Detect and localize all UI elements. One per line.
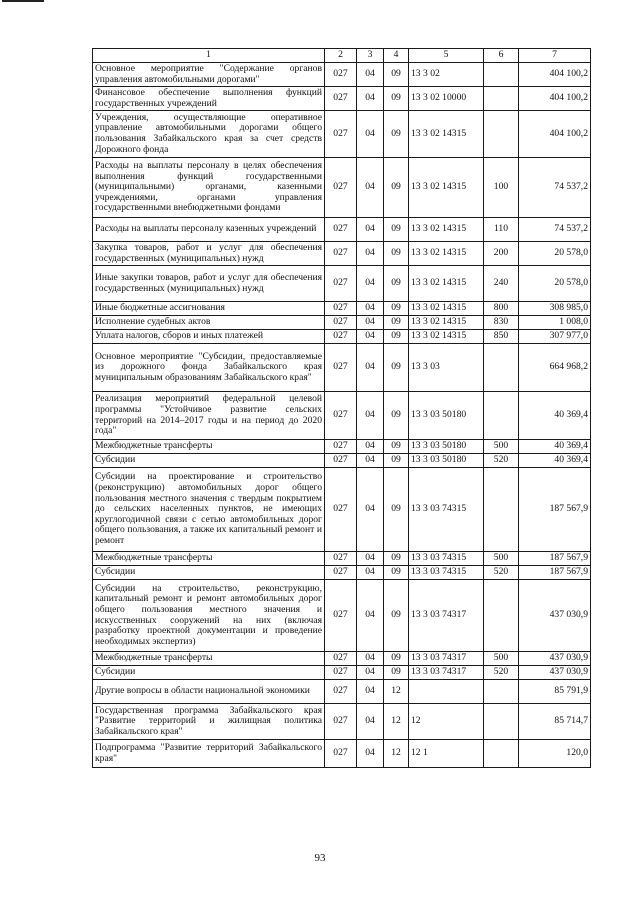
- row-rz-cell: 04: [357, 330, 384, 344]
- row-pr-cell: 09: [384, 652, 409, 666]
- row-pr-cell: 09: [384, 440, 409, 454]
- row-vr-cell: 110: [484, 218, 519, 242]
- row-sum-cell: 85 791,9: [519, 680, 591, 704]
- row-glav-cell: 027: [325, 316, 357, 330]
- row-pr-cell: 09: [384, 344, 409, 392]
- row-rz-cell: 04: [357, 111, 384, 158]
- table-row: [93, 302, 591, 316]
- row-pr-cell: 12: [384, 740, 409, 768]
- table-row: [93, 468, 591, 552]
- row-glav-cell: 027: [325, 566, 357, 580]
- row-csr-cell: 12: [409, 704, 484, 740]
- row-csr-cell: 13 3 03: [409, 344, 484, 392]
- row-name-cell: Основное мероприятие "Субсидии, предоставляемые из дорожного фонда Забайкальского края муниципальным образованиям Забайкальского края": [93, 344, 325, 392]
- row-sum-cell: 187 567,9: [519, 566, 591, 580]
- row-csr-cell: 13 3 02 10000: [409, 87, 484, 111]
- row-pr-cell: 09: [384, 392, 409, 440]
- row-csr-cell: [409, 680, 484, 704]
- row-pr-cell: 09: [384, 218, 409, 242]
- row-rz-cell: 04: [357, 266, 384, 302]
- row-glav-cell: 027: [325, 454, 357, 468]
- row-rz-cell: 04: [357, 468, 384, 552]
- row-vr-cell: 500: [484, 440, 519, 454]
- row-csr-cell: 13 3 03 74315: [409, 552, 484, 566]
- row-vr-cell: 520: [484, 566, 519, 580]
- row-csr-cell: 13 3 02 14315: [409, 242, 484, 266]
- row-sum-cell: 40 369,4: [519, 440, 591, 454]
- table-row: [93, 242, 591, 266]
- row-sum-cell: 85 714,7: [519, 704, 591, 740]
- row-glav-cell: 027: [325, 242, 357, 266]
- table-row: [93, 566, 591, 580]
- row-glav-cell: 027: [325, 87, 357, 111]
- row-pr-cell: 09: [384, 111, 409, 158]
- row-vr-cell: [484, 392, 519, 440]
- row-pr-cell: 09: [384, 552, 409, 566]
- row-csr-cell: 13 3 03 50180: [409, 392, 484, 440]
- row-sum-cell: 40 369,4: [519, 392, 591, 440]
- table-body: [93, 63, 591, 768]
- row-glav-cell: 027: [325, 580, 357, 652]
- row-csr-cell: 13 3 02 14315: [409, 330, 484, 344]
- row-csr-cell: 13 3 03 74317: [409, 580, 484, 652]
- row-sum-cell: 307 977,0: [519, 330, 591, 344]
- row-sum-cell: 664 968,2: [519, 344, 591, 392]
- row-vr-cell: 800: [484, 302, 519, 316]
- row-pr-cell: 09: [384, 454, 409, 468]
- row-rz-cell: 04: [357, 652, 384, 666]
- table-row: [93, 652, 591, 666]
- row-vr-cell: 240: [484, 266, 519, 302]
- table-row: [93, 111, 591, 158]
- table-row: [93, 680, 591, 704]
- table-row: [93, 87, 591, 111]
- row-rz-cell: 04: [357, 666, 384, 680]
- row-pr-cell: 09: [384, 87, 409, 111]
- row-glav-cell: 027: [325, 330, 357, 344]
- row-rz-cell: 04: [357, 454, 384, 468]
- table-row: [93, 63, 591, 87]
- row-glav-cell: 027: [325, 218, 357, 242]
- row-glav-cell: 027: [325, 158, 357, 218]
- row-rz-cell: 04: [357, 704, 384, 740]
- row-vr-cell: 200: [484, 242, 519, 266]
- row-sum-cell: 404 100,2: [519, 63, 591, 87]
- row-csr-cell: 13 3 02 14315: [409, 111, 484, 158]
- row-vr-cell: [484, 704, 519, 740]
- row-vr-cell: [484, 468, 519, 552]
- row-glav-cell: 027: [325, 266, 357, 302]
- row-csr-cell: 13 3 03 74315: [409, 566, 484, 580]
- table-row: [93, 158, 591, 218]
- row-vr-cell: [484, 580, 519, 652]
- table-row: [93, 704, 591, 740]
- header-cell-1: 1: [93, 49, 325, 63]
- row-vr-cell: 100: [484, 158, 519, 218]
- row-glav-cell: 027: [325, 652, 357, 666]
- row-vr-cell: 520: [484, 454, 519, 468]
- row-pr-cell: 12: [384, 704, 409, 740]
- row-name-cell: Расходы на выплаты персоналу казенных учреждений: [93, 218, 325, 242]
- row-name-cell: Основное мероприятие "Содержание органов управления автомобильными дорогами": [93, 63, 325, 87]
- row-csr-cell: 13 3 03 50180: [409, 440, 484, 454]
- row-pr-cell: 09: [384, 266, 409, 302]
- row-vr-cell: [484, 111, 519, 158]
- row-name-cell: Исполнение судебных актов: [93, 316, 325, 330]
- row-name-cell: Иные бюджетные ассигнования: [93, 302, 325, 316]
- row-pr-cell: 09: [384, 158, 409, 218]
- row-csr-cell: 13 3 03 74317: [409, 666, 484, 680]
- row-glav-cell: 027: [325, 666, 357, 680]
- row-sum-cell: 404 100,2: [519, 111, 591, 158]
- row-pr-cell: 09: [384, 566, 409, 580]
- row-rz-cell: 04: [357, 740, 384, 768]
- row-name-cell: Субсидии на проектирование и строительство (реконструкцию) автомобильных дорог общего пользования местного значения с твердым покрытием до сельских населенных пунктов, не имеющих круглогодичной связи с сетью автомобильных дорог общего пользования, а также их капитальный ремонт и ремонт: [93, 468, 325, 552]
- header-cell-5: 5: [409, 49, 484, 63]
- table-row: [93, 330, 591, 344]
- row-pr-cell: 09: [384, 580, 409, 652]
- row-csr-cell: 13 3 03 74315: [409, 468, 484, 552]
- header-cell-6: 6: [484, 49, 519, 63]
- row-sum-cell: 20 578,0: [519, 266, 591, 302]
- row-pr-cell: 09: [384, 316, 409, 330]
- table-row: [93, 316, 591, 330]
- header-cell-2: 2: [325, 49, 357, 63]
- row-name-cell: Подпрограмма "Развитие территорий Забайкальского края": [93, 740, 325, 768]
- row-rz-cell: 04: [357, 316, 384, 330]
- row-name-cell: Межбюджетные трансферты: [93, 652, 325, 666]
- row-glav-cell: 027: [325, 392, 357, 440]
- row-vr-cell: 850: [484, 330, 519, 344]
- row-csr-cell: 12 1: [409, 740, 484, 768]
- row-sum-cell: 308 985,0: [519, 302, 591, 316]
- row-csr-cell: 13 3 02 14315: [409, 218, 484, 242]
- row-rz-cell: 04: [357, 552, 384, 566]
- page-number: 93: [314, 852, 326, 864]
- table-row: [93, 740, 591, 768]
- table-row: [93, 218, 591, 242]
- row-glav-cell: 027: [325, 552, 357, 566]
- row-pr-cell: 09: [384, 330, 409, 344]
- row-vr-cell: 500: [484, 552, 519, 566]
- row-rz-cell: 04: [357, 392, 384, 440]
- row-name-cell: Реализация мероприятий федеральной целевой программы "Устойчивое развитие сельских территорий на 2014–2017 годы и на период до 2020 года": [93, 392, 325, 440]
- row-glav-cell: 027: [325, 111, 357, 158]
- row-glav-cell: 027: [325, 680, 357, 704]
- table-row: [93, 454, 591, 468]
- row-pr-cell: 09: [384, 468, 409, 552]
- row-glav-cell: 027: [325, 302, 357, 316]
- row-vr-cell: 500: [484, 652, 519, 666]
- row-glav-cell: 027: [325, 468, 357, 552]
- row-glav-cell: 027: [325, 440, 357, 454]
- row-sum-cell: 437 030,9: [519, 666, 591, 680]
- row-name-cell: Другие вопросы в области национальной экономики: [93, 680, 325, 704]
- row-pr-cell: 09: [384, 302, 409, 316]
- row-name-cell: Государственная программа Забайкальского края "Развитие территорий и жилищная политика Забайкальского края": [93, 704, 325, 740]
- row-name-cell: Субсидии: [93, 666, 325, 680]
- budget-table: [92, 48, 591, 768]
- row-rz-cell: 04: [357, 580, 384, 652]
- row-name-cell: Финансовое обеспечение выполнения функций государственных учреждений: [93, 87, 325, 111]
- row-rz-cell: 04: [357, 302, 384, 316]
- row-rz-cell: 04: [357, 158, 384, 218]
- row-rz-cell: 04: [357, 63, 384, 87]
- row-csr-cell: 13 3 02 14315: [409, 266, 484, 302]
- row-vr-cell: [484, 63, 519, 87]
- row-csr-cell: 13 3 02 14315: [409, 302, 484, 316]
- row-vr-cell: [484, 680, 519, 704]
- row-rz-cell: 04: [357, 440, 384, 454]
- row-glav-cell: 027: [325, 63, 357, 87]
- row-sum-cell: 404 100,2: [519, 87, 591, 111]
- row-rz-cell: 04: [357, 218, 384, 242]
- row-sum-cell: 437 030,9: [519, 652, 591, 666]
- table-row: [93, 666, 591, 680]
- row-csr-cell: 13 3 03 50180: [409, 454, 484, 468]
- row-name-cell: Субсидии: [93, 566, 325, 580]
- row-rz-cell: 04: [357, 87, 384, 111]
- header-cell-4: 4: [384, 49, 409, 63]
- row-name-cell: Иные закупки товаров, работ и услуг для обеспечения государственных (муниципальных) нужд: [93, 266, 325, 302]
- row-sum-cell: 20 578,0: [519, 242, 591, 266]
- header-row: [93, 49, 591, 63]
- row-name-cell: Расходы на выплаты персоналу в целях обеспечения выполнения функций государственными (муниципальными) органами, казенными учреждениями, органами управления государственными внебюджетными фондами: [93, 158, 325, 218]
- row-rz-cell: 04: [357, 680, 384, 704]
- row-name-cell: Субсидии на строительство, реконструкцию, капитальный ремонт и ремонт автомобильных дорог общего пользования местного значения и искусственных сооружений на них (включая разработку проектной документации и проведение необходимых экспертиз): [93, 580, 325, 652]
- table-row: [93, 552, 591, 566]
- row-pr-cell: 09: [384, 63, 409, 87]
- row-name-cell: Закупка товаров, работ и услуг для обеспечения государственных (муниципальных) нужд: [93, 242, 325, 266]
- row-sum-cell: 187 567,9: [519, 468, 591, 552]
- row-vr-cell: 520: [484, 666, 519, 680]
- row-sum-cell: 40 369,4: [519, 454, 591, 468]
- row-pr-cell: 12: [384, 680, 409, 704]
- row-vr-cell: [484, 87, 519, 111]
- row-glav-cell: 027: [325, 344, 357, 392]
- table-row: [93, 440, 591, 454]
- table-row: [93, 344, 591, 392]
- row-csr-cell: 13 3 02: [409, 63, 484, 87]
- row-csr-cell: 13 3 03 74317: [409, 652, 484, 666]
- row-rz-cell: 04: [357, 344, 384, 392]
- row-sum-cell: 74 537,2: [519, 218, 591, 242]
- row-sum-cell: 437 030,9: [519, 580, 591, 652]
- row-sum-cell: 74 537,2: [519, 158, 591, 218]
- header-cell-3: 3: [357, 49, 384, 63]
- row-pr-cell: 09: [384, 242, 409, 266]
- row-csr-cell: 13 3 02 14315: [409, 316, 484, 330]
- row-name-cell: Уплата налогов, сборов и иных платежей: [93, 330, 325, 344]
- row-sum-cell: 187 567,9: [519, 552, 591, 566]
- header-cell-7: 7: [519, 49, 591, 63]
- row-csr-cell: 13 3 02 14315: [409, 158, 484, 218]
- row-pr-cell: 09: [384, 666, 409, 680]
- row-rz-cell: 04: [357, 566, 384, 580]
- table-row: [93, 266, 591, 302]
- corner-mark: [2, 0, 44, 2]
- row-glav-cell: 027: [325, 704, 357, 740]
- row-sum-cell: 120,0: [519, 740, 591, 768]
- table-row: [93, 580, 591, 652]
- row-name-cell: Учреждения, осуществляющие оперативное управление автомобильными дорогами общего пользования Забайкальского края за счет средств Дорожного фонда: [93, 111, 325, 158]
- row-sum-cell: 1 008,0: [519, 316, 591, 330]
- row-name-cell: Субсидии: [93, 454, 325, 468]
- row-vr-cell: 830: [484, 316, 519, 330]
- row-vr-cell: [484, 740, 519, 768]
- row-name-cell: Межбюджетные трансферты: [93, 552, 325, 566]
- row-vr-cell: [484, 344, 519, 392]
- row-rz-cell: 04: [357, 242, 384, 266]
- row-name-cell: Межбюджетные трансферты: [93, 440, 325, 454]
- row-glav-cell: 027: [325, 740, 357, 768]
- table-row: [93, 392, 591, 440]
